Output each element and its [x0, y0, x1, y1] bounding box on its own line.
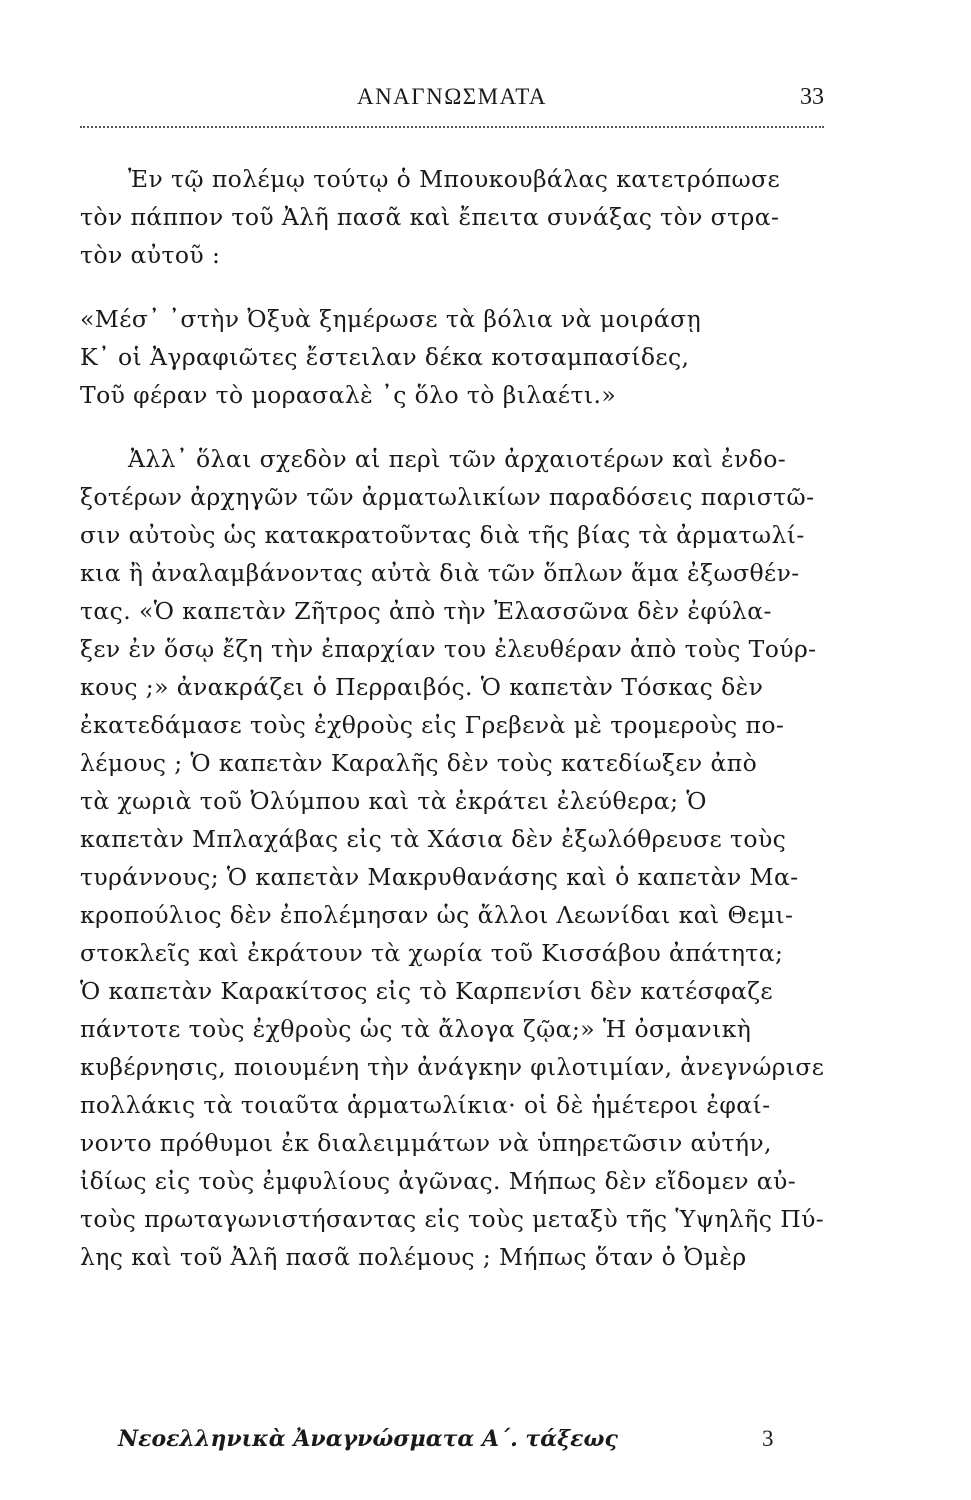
text-line: τὰ χωριὰ τοῦ Ὀλύμπου καὶ τὰ ἐκράτει ἐλεύθερα; Ὁ: [80, 787, 707, 815]
text-line: πάντοτε τοὺς ἐχθροὺς ὡς τὰ ἄλογα ζῷα;» Ἡ ὀσμανικὴ: [80, 1015, 752, 1043]
text-line: ξοτέρων ἀρχηγῶν τῶν ἀρματωλικίων παραδόσεις παριστῶ-: [80, 483, 815, 511]
text-line: κια ἢ ἀναλαμβάνοντας αὐτὰ διὰ τῶν ὅπλων ἅμα ἐξωσθέν-: [80, 559, 800, 587]
text-line: τὸν πάππον τοῦ Ἀλῆ πασᾶ καὶ ἔπειτα συνάξας τὸν στρα-: [80, 203, 780, 231]
text-line: λέμους ; Ὁ καπετὰν Καραλῆς δὲν τοὺς κατεδίωξεν ἀπὸ: [80, 749, 758, 777]
running-header: [80, 84, 824, 120]
running-title: ΑΝΑΓΝΩΣΜΑΤΑ: [356, 84, 548, 109]
text-line: Κ᾽ οἱ Ἀγραφιῶτες ἔστειλαν δέκα κοτσαμπασίδες,: [80, 343, 690, 371]
text-line: ἰδίως εἰς τοὺς ἐμφυλίους ἀγῶνας. Μήπως δὲν εἴδομεν αὐ-: [80, 1167, 797, 1195]
text-line: ἐκατεδάμασε τοὺς ἐχθροὺς εἰς Γρεβενὰ μὲ τρομεροὺς πο-: [80, 711, 785, 739]
text-line: Ὁ καπετὰν Καρακίτσος εἰς τὸ Καρπενίσι δὲν κατέσφαζε: [80, 977, 773, 1005]
page-number: 33: [800, 84, 824, 110]
text-line: στοκλεῖς καὶ ἐκράτουν τὰ χωρία τοῦ Κισσάβου ἀπάτητα;: [80, 939, 784, 967]
text-line: Ἀλλ᾽ ὅλαι σχεδὸν αἱ περὶ τῶν ἀρχαιοτέρων καὶ ἐνδο-: [128, 445, 787, 473]
text-line: κους ;» ἀνακράζει ὁ Περραιβός. Ὁ καπετὰν Τόσκας δὲν: [80, 673, 764, 701]
text-line: πολλάκις τὰ τοιαῦτα ἁρματωλίκια· οἱ δὲ ἡμέτεροι ἐφαί-: [80, 1091, 771, 1119]
text-line: «Μέσ᾽ ᾽στὴν Ὀξυὰ ξημέρωσε τὰ βόλια νὰ μοιράσῃ: [80, 305, 702, 333]
text-line: τοὺς πρωταγωνιστήσαντας εἰς τοὺς μεταξὺ τῆς Ὑψηλῆς Πύ-: [80, 1205, 825, 1233]
text-line: σιν αὐτοὺς ὡς κατακρατοῦντας διὰ τῆς βίας τὰ ἀρματωλί-: [80, 521, 805, 549]
text-line: Ἐν τῷ πολέμῳ τούτῳ ὁ Μπουκουβάλας κατετρόπωσε: [128, 165, 781, 193]
text-line: Τοῦ φέραν τὸ μορασαλὲ ᾽ς ὅλο τὸ βιλαέτι.»: [80, 381, 617, 409]
text-line: τυράννους; Ὁ καπετὰν Μακρυθανάσης καὶ ὁ καπετὰν Μα-: [80, 863, 799, 891]
text-line: τας. «Ὁ καπετὰν Ζῆτρος ἀπὸ τὴν Ἐλασσῶνα δὲν ἐφύλα-: [80, 597, 772, 625]
text-line: κυβέρνησις, ποιουμένη τὴν ἀνάγκην φιλοτιμίαν, ἀνεγνώρισε: [80, 1053, 825, 1081]
text-line: λης καὶ τοῦ Ἀλῆ πασᾶ πολέμους ; Μήπως ὅταν ὁ Ὀμὲρ: [80, 1243, 747, 1271]
text-line: ξεν ἐν ὅσῳ ἔζη τὴν ἐπαρχίαν του ἐλευθέραν ἀπὸ τοὺς Τούρ-: [80, 635, 817, 663]
text-line: κροπούλιος δὲν ἐπολέμησαν ὡς ἄλλοι Λεωνίδαι καὶ Θεμι-: [80, 901, 794, 929]
signature-mark: 3: [762, 1426, 774, 1451]
text-line: τὸν αὐτοῦ :: [80, 241, 221, 269]
footer-title: Νεοελληνικὰ Ἀναγνώσματα Α΄. τάξεως: [118, 1426, 618, 1452]
text-line: καπετὰν Μπλαχάβας εἰς τὰ Χάσια δὲν ἐξωλόθρευσε τοὺς: [80, 825, 787, 853]
header-rule: [80, 126, 824, 128]
text-line: νοντο πρόθυμοι ἐκ διαλειμμάτων νὰ ὑπηρετῶσιν αὐτήν,: [80, 1129, 772, 1157]
